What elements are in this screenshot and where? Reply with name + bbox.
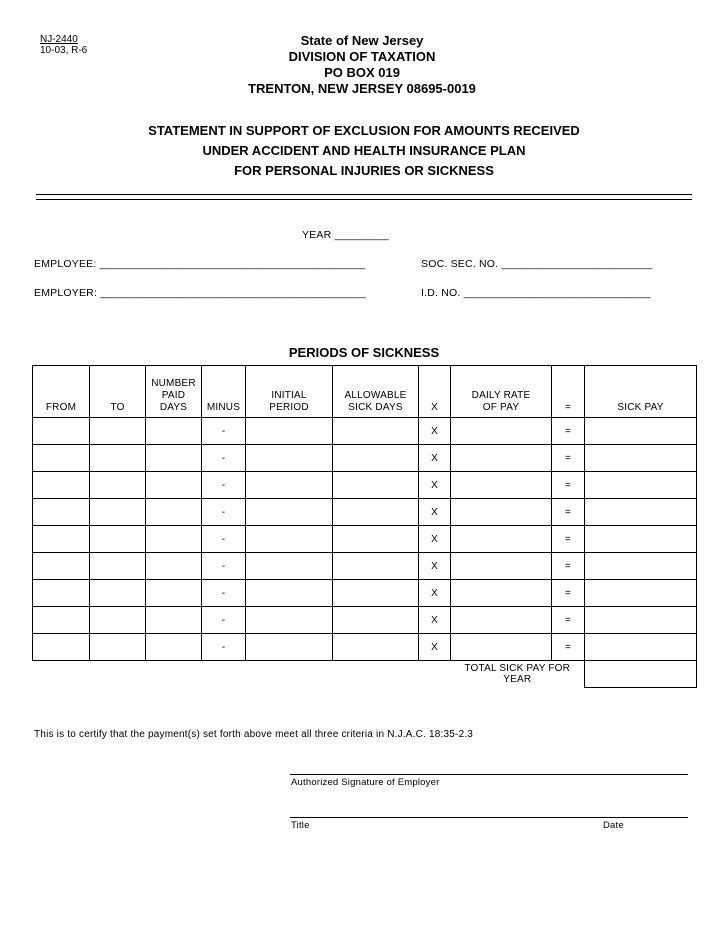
to-cell[interactable] [90,418,146,445]
initial-period-cell[interactable] [246,499,333,526]
title-line-1: STATEMENT IN SUPPORT OF EXCLUSION FOR AMOUNTS RECEIVED [148,123,580,138]
id-no-field[interactable]: I.D. NO. _______________________________ [421,287,651,299]
col-paid-days [146,366,202,418]
minus-cell: - [202,580,246,607]
sick-pay-cell[interactable] [585,580,697,607]
paid-days-cell[interactable] [146,499,202,526]
col-daily-rate [451,366,552,418]
table-row [33,634,697,661]
paid-days-cell[interactable] [146,553,202,580]
col-rate-line2: OF PAY [482,402,520,413]
paid-days-cell[interactable] [146,418,202,445]
to-cell[interactable] [90,634,146,661]
table-row [33,553,697,580]
agency-header [0,33,728,97]
col-paid-days-line2: PAID [161,390,186,401]
equals-cell: = [552,634,585,661]
paid-days-cell[interactable] [146,580,202,607]
paid-days-cell[interactable] [146,472,202,499]
year-field[interactable]: YEAR _________ [302,229,389,241]
date-label: Date [603,820,624,831]
from-cell[interactable] [33,607,90,634]
paid-days-cell[interactable] [146,526,202,553]
sick-pay-cell[interactable] [585,553,697,580]
times-cell: X [419,553,451,580]
initial-period-cell[interactable] [246,445,333,472]
to-cell[interactable] [90,580,146,607]
daily-rate-cell[interactable] [451,526,552,553]
form-number: NJ-2440 [40,34,78,45]
daily-rate-cell[interactable] [451,418,552,445]
equals-cell: = [552,607,585,634]
daily-rate-cell[interactable] [451,499,552,526]
total-label: TOTAL SICK PAY FOR YEAR [451,661,585,688]
from-cell[interactable] [33,526,90,553]
allowable-sick-days-cell[interactable] [333,445,419,472]
to-cell[interactable] [90,553,146,580]
initial-period-cell[interactable] [246,526,333,553]
table-row [33,418,697,445]
from-cell[interactable] [33,472,90,499]
initial-period-cell[interactable] [246,418,333,445]
header-line-2: DIVISION OF TAXATION [288,49,436,64]
table-row [33,580,697,607]
sick-pay-cell[interactable] [585,472,697,499]
daily-rate-cell[interactable] [451,607,552,634]
table-header-row [33,366,697,418]
equals-cell: = [552,418,585,445]
form-revision: 10-03, R-6 [40,45,88,56]
times-cell: X [419,526,451,553]
from-cell[interactable] [33,553,90,580]
times-cell: X [419,472,451,499]
equals-cell: = [552,472,585,499]
minus-cell: - [202,526,246,553]
col-rate-line1: DAILY RATE [471,390,531,401]
initial-period-cell[interactable] [246,634,333,661]
times-cell: X [419,499,451,526]
certification-text: This is to certify that the payment(s) set forth above meet all three criteria in N.J.A.C. 18:35-2.3 [34,729,474,740]
initial-period-cell[interactable] [246,580,333,607]
equals-cell: = [552,445,585,472]
to-cell[interactable] [90,445,146,472]
header-line-1: State of New Jersey [300,33,424,48]
col-to: TO [90,366,146,418]
employee-field[interactable]: EMPLOYEE: ____________________________________________ [34,258,366,270]
col-initial-line1: INITIAL [271,390,307,401]
daily-rate-cell[interactable] [451,580,552,607]
col-allowable-sick-days [333,366,419,418]
allowable-sick-days-cell[interactable] [333,472,419,499]
sick-pay-cell[interactable] [585,607,697,634]
col-allowable-line1: ALLOWABLE [344,390,407,401]
daily-rate-cell[interactable] [451,634,552,661]
col-initial-line2: PERIOD [269,402,309,413]
total-sick-pay-cell[interactable] [585,661,697,688]
header-line-4: TRENTON, NEW JERSEY 08695-0019 [248,81,476,96]
minus-cell: - [202,634,246,661]
allowable-sick-days-cell[interactable] [333,499,419,526]
from-cell[interactable] [33,634,90,661]
total-row [33,661,697,688]
employer-field[interactable]: EMPLOYER: ____________________________________________ [34,287,366,299]
daily-rate-cell[interactable] [451,553,552,580]
employer-signature-line[interactable] [290,774,688,775]
sick-pay-cell[interactable] [585,526,697,553]
times-cell: X [419,445,451,472]
daily-rate-cell[interactable] [451,445,552,472]
header-line-3: PO BOX 019 [324,65,400,80]
table-row [33,472,697,499]
to-cell[interactable] [90,499,146,526]
allowable-sick-days-cell[interactable] [333,634,419,661]
times-cell: X [419,634,451,661]
col-from: FROM [33,366,90,418]
col-times: X [419,366,451,418]
equals-cell: = [552,526,585,553]
times-cell: X [419,580,451,607]
table-row [33,445,697,472]
col-initial-period [246,366,333,418]
table-row [33,526,697,553]
sick-pay-cell[interactable] [585,445,697,472]
times-cell: X [419,607,451,634]
times-cell: X [419,418,451,445]
equals-cell: = [552,499,585,526]
soc-sec-field[interactable]: SOC. SEC. NO. _________________________ [421,258,653,270]
table-row [33,499,697,526]
from-cell[interactable] [33,445,90,472]
form-title [0,121,728,181]
to-cell[interactable] [90,472,146,499]
title-date-line[interactable] [290,817,688,818]
total-spacer [33,661,451,688]
col-allowable-line2: SICK DAYS [348,402,403,413]
allowable-sick-days-cell[interactable] [333,607,419,634]
paid-days-cell[interactable] [146,607,202,634]
col-minus: MINUS [202,366,246,418]
col-paid-days-line3: DAYS [159,402,188,413]
to-cell[interactable] [90,607,146,634]
sick-pay-cell[interactable] [585,499,697,526]
minus-cell: - [202,499,246,526]
minus-cell: - [202,418,246,445]
minus-cell: - [202,472,246,499]
minus-cell: - [202,553,246,580]
allowable-sick-days-cell[interactable] [333,418,419,445]
initial-period-cell[interactable] [246,472,333,499]
separator-line [36,199,692,200]
from-cell[interactable] [33,418,90,445]
col-paid-days-line1: NUMBER [151,378,196,389]
periods-title: PERIODS OF SICKNESS [288,345,440,360]
equals-cell: = [552,553,585,580]
paid-days-cell[interactable] [146,634,202,661]
col-equals: = [552,366,585,418]
initial-period-cell[interactable] [246,607,333,634]
equals-cell: = [552,580,585,607]
from-cell[interactable] [33,499,90,526]
col-sick-pay: SICK PAY [585,366,697,418]
allowable-sick-days-cell[interactable] [333,526,419,553]
minus-cell: - [202,445,246,472]
sick-pay-cell[interactable] [585,418,697,445]
title-line-3: FOR PERSONAL INJURIES OR SICKNESS [234,163,494,178]
sickness-periods-table [32,365,697,688]
title-label: Title [291,820,310,831]
initial-period-cell[interactable] [246,553,333,580]
employer-signature-label: Authorized Signature of Employer [291,777,440,788]
separator-line [36,194,692,195]
title-line-2: UNDER ACCIDENT AND HEALTH INSURANCE PLAN [202,143,526,158]
allowable-sick-days-cell[interactable] [333,553,419,580]
from-cell[interactable] [33,580,90,607]
paid-days-cell[interactable] [146,445,202,472]
table-row [33,607,697,634]
to-cell[interactable] [90,526,146,553]
allowable-sick-days-cell[interactable] [333,580,419,607]
daily-rate-cell[interactable] [451,472,552,499]
minus-cell: - [202,607,246,634]
sick-pay-cell[interactable] [585,634,697,661]
